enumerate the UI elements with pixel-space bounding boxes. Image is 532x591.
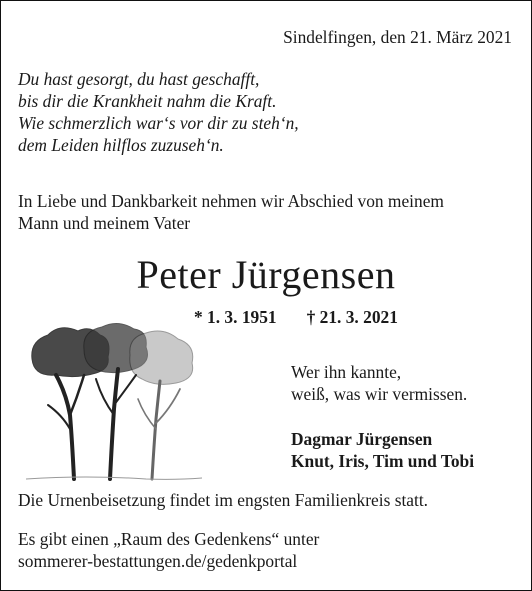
intro-line: Mann und meinem Vater	[18, 213, 191, 233]
poem-line: Wie schmerzlich war‘s vor dir zu steh‘n,	[18, 113, 299, 133]
date-line: Sindelfingen, den 21. März 2021	[283, 27, 512, 47]
mourner-line: Dagmar Jürgensen	[291, 429, 433, 449]
poem-line: bis dir die Krankheit nahm die Kraft.	[18, 91, 277, 111]
life-dates	[194, 306, 398, 328]
intro-text	[18, 190, 444, 234]
poem-line: Du hast gesorgt, du hast geschafft,	[18, 69, 260, 89]
funeral-note: Die Urnenbeisetzung findet im engsten Familienkreis statt.	[18, 490, 429, 510]
poem	[18, 68, 299, 156]
death-date: † 21. 3. 2021	[306, 307, 398, 327]
birth-date: * 1. 3. 1951	[194, 307, 277, 327]
memorial-note	[18, 528, 319, 572]
mourner-line: Knut, Iris, Tim und Tobi	[291, 451, 475, 471]
memorial-line: Es gibt einen „Raum des Gedenkens“ unter	[18, 529, 320, 549]
poem-line: dem Leiden hilflos zuzuseh‘n.	[18, 135, 224, 155]
deceased-name: Peter Jürgensen	[136, 252, 396, 297]
mourners	[291, 428, 474, 472]
quote	[291, 361, 467, 405]
memorial-link[interactable]: sommerer-bestattungen.de/gedenkportal	[18, 551, 298, 571]
quote-line: weiß, was wir vermissen.	[291, 384, 468, 404]
intro-line: In Liebe und Dankbarkeit nehmen wir Abschied von meinem	[18, 191, 444, 211]
quote-line: Wer ihn kannte,	[291, 362, 402, 382]
trees-drawing	[26, 319, 202, 481]
